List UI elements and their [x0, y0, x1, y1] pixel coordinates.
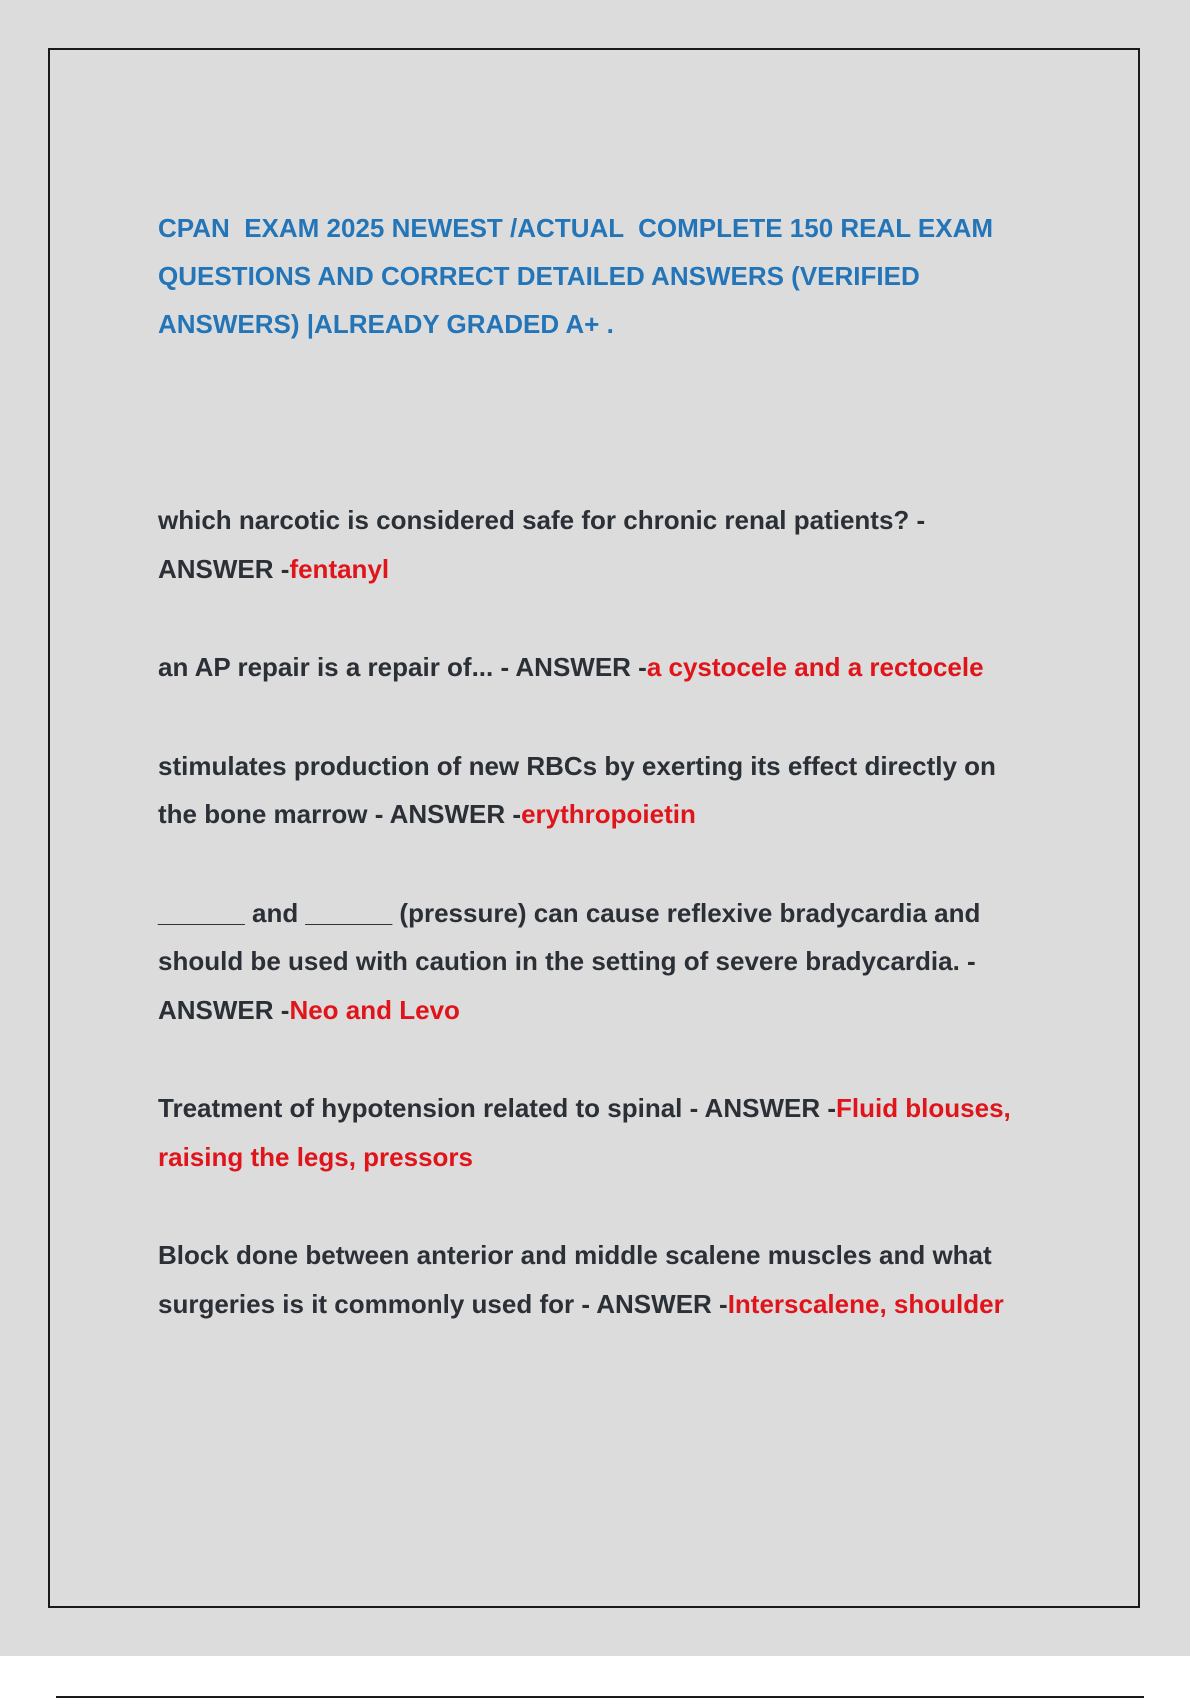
- qa-item: [158, 1231, 1038, 1328]
- question-text: an AP repair is a repair of... - ANSWER -: [158, 652, 647, 682]
- answer-text: Neo and Levo: [289, 994, 460, 1025]
- answer-text: Interscalene, shoulder: [727, 1288, 1004, 1319]
- qa-item: [158, 889, 1038, 1035]
- question-text: stimulates production of new RBCs by exerting its effect directly on the bone marrow - ANSWER -: [158, 750, 996, 829]
- question-text: ______ and ______ (pressure) can cause reflexive bradycardia and should be used with caution in the setting of severe bradycardia. - ANSWER -: [158, 897, 981, 1025]
- document-title: CPAN EXAM 2025 NEWEST /ACTUAL COMPLETE 150 REAL EXAM QUESTIONS AND CORRECT DETAILED ANSWERS (VERIFIED ANSWERS) |ALREADY GRADED A+ .: [158, 213, 1001, 339]
- answer-text: erythropoietin: [521, 799, 696, 829]
- qa-item: [158, 742, 1038, 839]
- qa-item: [158, 643, 1038, 692]
- qa-list: [158, 496, 1038, 1378]
- answer-text: fentanyl: [289, 553, 390, 584]
- qa-item: [158, 1084, 1038, 1181]
- bottom-divider: [56, 1696, 1144, 1698]
- qa-item: [158, 496, 1038, 593]
- answer-text: a cystocele and a rectocele: [646, 652, 984, 682]
- question-text: Treatment of hypotension related to spinal - ANSWER -: [158, 1093, 836, 1123]
- question-text: Block done between anterior and middle scalene muscles and what surgeries is it commonly used for - ANSWER -: [158, 1240, 992, 1319]
- answer-text: Fluid blouses, raising the legs, pressors: [158, 1093, 1011, 1172]
- question-text: which narcotic is considered safe for chronic renal patients? - ANSWER -: [158, 505, 926, 584]
